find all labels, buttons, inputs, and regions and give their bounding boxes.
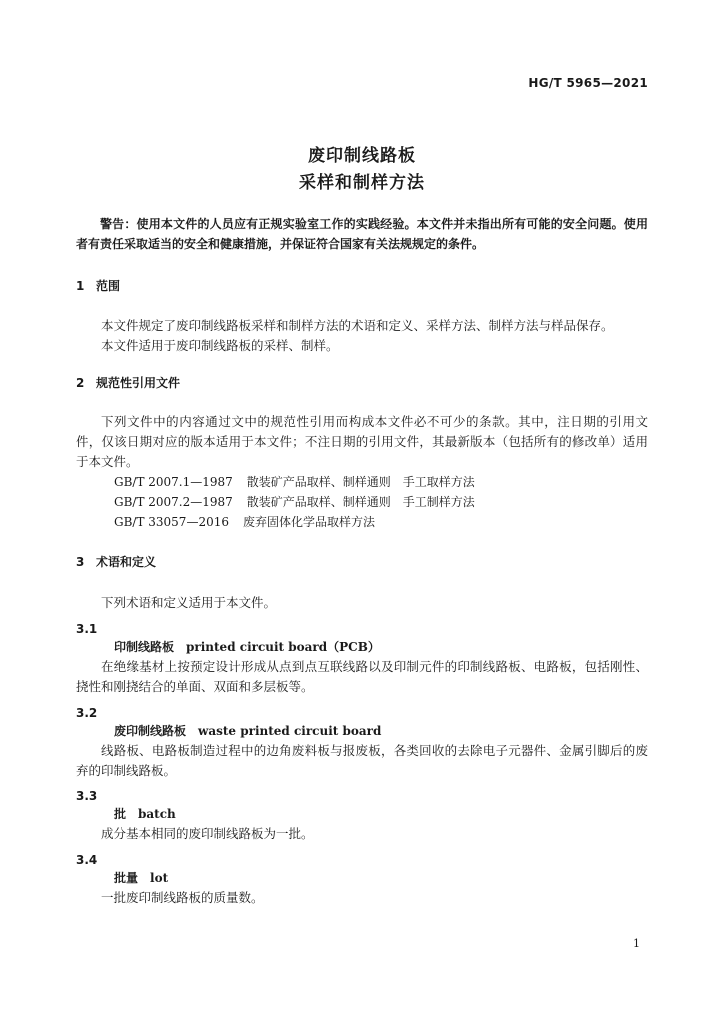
- section-title: 术语和定义: [96, 555, 157, 569]
- page-number: 1: [633, 937, 640, 950]
- term-zh: 废印制线路板: [114, 724, 187, 738]
- document-title-line1: 废印制线路板: [308, 146, 416, 166]
- reference-code: GB/T 2007.2—1987: [114, 495, 233, 509]
- section-1-paragraph: 本文件规定了废印制线路板采样和制样方法的术语和定义、采样方法、制样方法与样品保存。: [101, 318, 614, 333]
- section-title: 范围: [96, 279, 121, 293]
- term-number: 3.2: [76, 706, 98, 720]
- reference-code: GB/T 33057—2016: [114, 515, 229, 529]
- section-3-heading: [76, 553, 156, 570]
- term-number: 3.3: [76, 789, 98, 803]
- term-definition: 线路板、电路板制造过程中的边角废料板与报废板，各类回收的去除电子元器件、金属引脚后的废弃的印制线路板。: [76, 743, 648, 778]
- term-zh: 批量: [114, 871, 139, 885]
- term-en: waste printed circuit board: [198, 724, 382, 738]
- term-heading: [114, 868, 168, 888]
- section-title: 规范性引用文件: [96, 376, 181, 390]
- warning-paragraph: 警告：使用本文件的人员应有正规实验室工作的实践经验。本文件并未指出所有可能的安全问题。使用者有责任采取适当的安全和健康措施，并保证符合国家有关法规规定的条件。: [76, 217, 648, 251]
- section-3-intro: 下列术语和定义适用于本文件。: [101, 595, 277, 610]
- section-number: 2: [76, 376, 85, 390]
- term-definition: 一批废印制线路板的质量数。: [101, 890, 264, 905]
- reference-item: [114, 472, 489, 492]
- section-number: 1: [76, 279, 85, 293]
- reference-item: [114, 492, 489, 512]
- term-number: 3.4: [76, 853, 98, 867]
- term-en: batch: [138, 807, 176, 821]
- reference-item: [114, 512, 389, 532]
- section-2-heading: [76, 374, 180, 391]
- reference-title: 散装矿产品取样、制样通则 手工制样方法: [246, 495, 475, 509]
- term-heading: [114, 637, 380, 657]
- standard-code: HG/T 5965—2021: [528, 76, 648, 90]
- term-en: lot: [150, 871, 169, 885]
- term-zh: 印制线路板: [114, 640, 175, 654]
- term-definition: 在绝缘基材上按预定设计形成从点到点互联线路以及印制元件的印制线路板、电路板，包括刚性、挠性和刚挠结合的单面、双面和多层板等。: [76, 659, 648, 694]
- section-2-intro: 下列文件中的内容通过文中的规范性引用而构成本文件必不可少的条款。其中，注日期的引用文件，仅该日期对应的版本适用于本文件；不注日期的引用文件，其最新版本（包括所有的修改单）适用于本文件。: [76, 414, 648, 469]
- reference-code: GB/T 2007.1—1987: [114, 475, 233, 489]
- term-definition: 成分基本相同的废印制线路板为一批。: [101, 826, 314, 841]
- term-number: 3.1: [76, 622, 98, 636]
- term-heading: [114, 721, 381, 741]
- reference-title: 散装矿产品取样、制样通则 手工取样方法: [246, 475, 475, 489]
- term-heading: [114, 804, 176, 824]
- section-1-heading: [76, 277, 120, 294]
- term-en: printed circuit board（PCB）: [186, 640, 380, 654]
- section-number: 3: [76, 555, 85, 569]
- term-zh: 批: [114, 807, 127, 821]
- reference-title: 废弃固体化学品取样方法: [242, 515, 375, 529]
- section-1-paragraph: 本文件适用于废印制线路板的采样、制样。: [101, 338, 339, 353]
- document-title-line2: 采样和制样方法: [299, 173, 425, 193]
